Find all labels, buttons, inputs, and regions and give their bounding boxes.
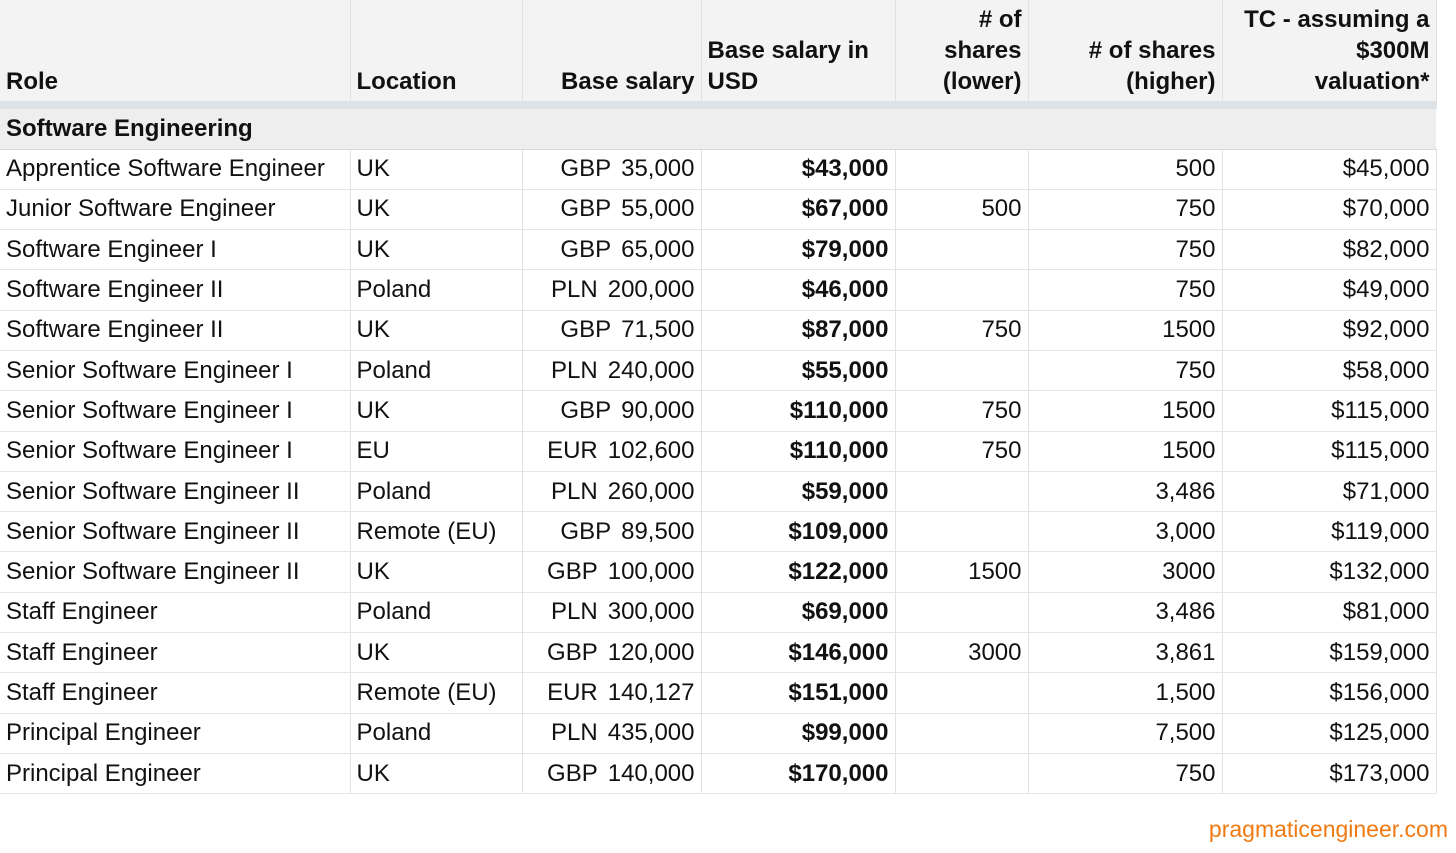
cell-base-salary [522,673,701,713]
cell-base-salary-usd: $122,000 [701,552,895,592]
cell-base-salary [522,633,701,673]
table-row [0,512,1436,552]
cell-base-salary [522,713,701,753]
table-body [0,105,1436,794]
cell-shares-lower [895,713,1028,753]
cell-total-comp: $82,000 [1222,230,1436,270]
currency-code: PLN [551,477,598,505]
cell-role: Senior Software Engineer I [0,350,350,390]
cell-shares-lower [895,673,1028,713]
cell-role: Software Engineer II [0,270,350,310]
cell-base-salary-usd: $87,000 [701,310,895,350]
cell-role: Junior Software Engineer [0,189,350,229]
cell-role: Senior Software Engineer II [0,471,350,511]
table-header [0,0,1436,105]
currency-code: PLN [551,356,598,384]
salary-amount: 240,000 [607,356,695,384]
table-row [0,189,1436,229]
cell-base-salary [522,270,701,310]
currency-code: EUR [547,437,598,465]
cell-location: UK [350,633,522,673]
currency-code: PLN [551,598,598,626]
cell-location: Poland [350,713,522,753]
cell-shares-higher: 1500 [1028,391,1222,431]
cell-base-salary-usd: $55,000 [701,350,895,390]
salary-amount: 260,000 [607,477,695,505]
salary-amount: 55,000 [621,195,695,223]
cell-role: Software Engineer I [0,230,350,270]
salary-amount: 200,000 [607,276,695,304]
cell-base-salary-usd: $110,000 [701,431,895,471]
cell-role: Senior Software Engineer I [0,391,350,431]
cell-shares-higher: 500 [1028,149,1222,189]
header-base-salary: Base salary [522,0,701,105]
table-row [0,431,1436,471]
cell-base-salary-usd: $46,000 [701,270,895,310]
cell-shares-higher: 3,486 [1028,471,1222,511]
cell-location: UK [350,149,522,189]
cell-base-salary [522,189,701,229]
cell-base-salary [522,310,701,350]
table-row [0,673,1436,713]
cell-location: UK [350,552,522,592]
cell-location: UK [350,310,522,350]
cell-location: Remote (EU) [350,673,522,713]
cell-shares-lower: 750 [895,391,1028,431]
cell-base-salary [522,391,701,431]
cell-location: Poland [350,471,522,511]
cell-base-salary-usd: $99,000 [701,713,895,753]
currency-code: PLN [551,276,598,304]
cell-total-comp: $58,000 [1222,350,1436,390]
cell-total-comp: $173,000 [1222,753,1436,793]
salary-amount: 71,500 [621,316,695,344]
currency-code: EUR [547,679,598,706]
cell-location: Remote (EU) [350,512,522,552]
cell-shares-higher: 750 [1028,270,1222,310]
cell-shares-lower [895,230,1028,270]
cell-shares-higher: 3,486 [1028,592,1222,632]
cell-base-salary-usd: $146,000 [701,633,895,673]
header-role: Role [0,0,350,105]
cell-shares-lower: 3000 [895,633,1028,673]
table-row [0,633,1436,673]
cell-shares-higher: 1,500 [1028,673,1222,713]
table-row [0,552,1436,592]
currency-code: GBP [560,155,612,183]
cell-location: UK [350,230,522,270]
cell-shares-lower [895,512,1028,552]
cell-location: Poland [350,270,522,310]
cell-role: Senior Software Engineer II [0,552,350,592]
cell-base-salary [522,230,701,270]
cell-shares-lower [895,753,1028,793]
cell-role: Staff Engineer [0,592,350,632]
currency-code: GBP [560,316,612,344]
cell-shares-lower [895,149,1028,189]
cell-base-salary-usd: $43,000 [701,149,895,189]
cell-role: Principal Engineer [0,753,350,793]
cell-base-salary-usd: $69,000 [701,592,895,632]
cell-shares-higher: 3,000 [1028,512,1222,552]
cell-total-comp: $159,000 [1222,633,1436,673]
table-row [0,471,1436,511]
cell-role: Principal Engineer [0,713,350,753]
group-row-software-engineering [0,105,1436,149]
currency-code: GBP [547,759,598,787]
cell-base-salary-usd: $109,000 [701,512,895,552]
salary-amount: 300,000 [607,598,695,626]
salary-amount: 89,500 [621,517,695,545]
cell-location: UK [350,189,522,229]
cell-shares-higher: 3,861 [1028,633,1222,673]
cell-total-comp: $45,000 [1222,149,1436,189]
cell-shares-higher: 750 [1028,350,1222,390]
cell-base-salary [522,431,701,471]
table-row [0,270,1436,310]
cell-base-salary-usd: $170,000 [701,753,895,793]
cell-base-salary-usd: $59,000 [701,471,895,511]
cell-shares-higher: 750 [1028,230,1222,270]
cell-shares-lower [895,471,1028,511]
cell-total-comp: $119,000 [1222,512,1436,552]
cell-base-salary [522,592,701,632]
cell-shares-higher: 750 [1028,753,1222,793]
cell-base-salary [522,552,701,592]
cell-shares-higher: 1500 [1028,431,1222,471]
salary-amount: 35,000 [621,155,695,183]
cell-shares-lower: 750 [895,431,1028,471]
salary-amount: 100,000 [607,558,695,586]
cell-base-salary-usd: $151,000 [701,673,895,713]
cell-base-salary [522,512,701,552]
cell-total-comp: $81,000 [1222,592,1436,632]
currency-code: GBP [547,558,598,586]
cell-base-salary [522,149,701,189]
cell-base-salary-usd: $79,000 [701,230,895,270]
salary-amount: 120,000 [607,638,695,666]
header-shares-higher: # of shares (higher) [1028,0,1222,105]
currency-code: PLN [551,719,598,747]
header-shares-lower: # of shares (lower) [895,0,1028,105]
header-base-salary-usd: Base salary in USD [701,0,895,105]
currency-code: GBP [547,638,598,666]
cell-base-salary [522,350,701,390]
cell-total-comp: $92,000 [1222,310,1436,350]
salary-amount: 435,000 [607,719,695,747]
header-row [0,0,1436,105]
cell-total-comp: $156,000 [1222,673,1436,713]
cell-role: Senior Software Engineer I [0,431,350,471]
cell-location: Poland [350,350,522,390]
cell-base-salary-usd: $110,000 [701,391,895,431]
table-row [0,149,1436,189]
cell-shares-higher: 3000 [1028,552,1222,592]
table-row [0,713,1436,753]
cell-role: Apprentice Software Engineer [0,149,350,189]
cell-shares-lower [895,270,1028,310]
cell-shares-lower: 500 [895,189,1028,229]
cell-shares-lower: 750 [895,310,1028,350]
cell-total-comp: $49,000 [1222,270,1436,310]
cell-total-comp: $125,000 [1222,713,1436,753]
salary-amount: 102,600 [607,437,695,465]
table-row [0,592,1436,632]
cell-shares-lower [895,350,1028,390]
salary-amount: 90,000 [621,396,695,424]
cell-shares-lower: 1500 [895,552,1028,592]
cell-total-comp: $132,000 [1222,552,1436,592]
cell-role: Software Engineer II [0,310,350,350]
cell-role: Staff Engineer [0,673,350,713]
salary-amount: 140,127 [607,679,695,706]
cell-location: EU [350,431,522,471]
header-location: Location [350,0,522,105]
salary-amount: 140,000 [607,759,695,787]
cell-total-comp: $115,000 [1222,431,1436,471]
table-row [0,310,1436,350]
table-row [0,391,1436,431]
cell-base-salary [522,471,701,511]
cell-total-comp: $115,000 [1222,391,1436,431]
cell-shares-higher: 1500 [1028,310,1222,350]
cell-role: Staff Engineer [0,633,350,673]
currency-code: GBP [560,235,612,263]
cell-role: Senior Software Engineer II [0,512,350,552]
currency-code: GBP [560,195,612,223]
cell-base-salary-usd: $67,000 [701,189,895,229]
cell-shares-higher: 750 [1028,189,1222,229]
currency-code: GBP [560,517,612,545]
cell-shares-lower [895,592,1028,632]
header-total-comp: TC - assuming a $300M valuation* [1222,0,1436,105]
salary-amount: 65,000 [621,235,695,263]
group-title: Software Engineering [0,105,1436,149]
cell-shares-higher: 7,500 [1028,713,1222,753]
cell-location: UK [350,391,522,431]
table-row [0,753,1436,793]
cell-total-comp: $70,000 [1222,189,1436,229]
cell-location: UK [350,753,522,793]
watermark-text: pragmaticengineer.com [1208,816,1448,842]
cell-base-salary [522,753,701,793]
table-row [0,350,1436,390]
cell-location: Poland [350,592,522,632]
table-row [0,230,1436,270]
currency-code: GBP [560,396,612,424]
cell-total-comp: $71,000 [1222,471,1436,511]
